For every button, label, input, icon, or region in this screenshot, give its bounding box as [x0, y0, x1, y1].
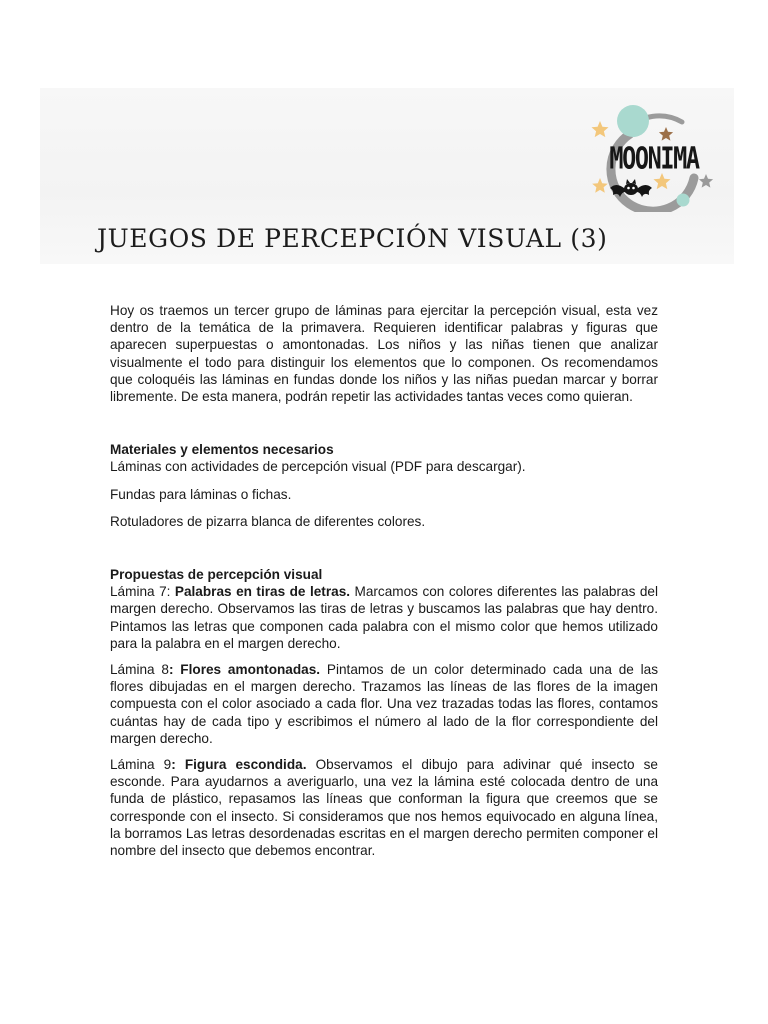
proposal-text: Observamos el dibujo para adivinar qué insecto se esconde. Para ayudarnos a averiguarlo, una vez la lámina esté colocada dentro de una funda de plástico, repasamos las líneas que conforman la figura que creemos que se corresponde con el insecto. Si consideramos que nos hemos equivocado en alguna línea, la borramos Las letras desordenadas escritas en el margen derecho permiten componer el nombre del insecto que debemos encontrar.	[110, 757, 658, 859]
teal-moon	[617, 105, 649, 137]
page-title: JUEGOS DE PERCEPCIÓN VISUAL (3)	[97, 224, 608, 253]
proposal-text: Pintamos de un color determinado cada una de las flores dibujadas en el margen derecho. Trazamos las líneas de las flores de la imagen compuesta con el color asociado a cada flor. Una vez trazadas todas las flores, contamos cuántas hay de cada tipo y escribimos el número al lado de la flor correspondiente del margen derecho.	[110, 662, 659, 746]
proposal-prefix: Lámina 7:	[110, 584, 175, 600]
material-item: Fundas para láminas o fichas.	[110, 486, 292, 502]
teal-dot	[677, 194, 690, 207]
material-item: Láminas con actividades de percepción visual (PDF para descargar).	[110, 459, 526, 475]
materials-heading: Materiales y elementos necesarios	[110, 442, 334, 458]
moonima-logo	[586, 100, 720, 212]
proposal-lamina-9	[110, 756, 658, 859]
star-grey	[699, 174, 713, 188]
logo-wordmark: MOONIMA	[609, 141, 699, 176]
star-brown	[659, 127, 673, 141]
star-yellow-1	[592, 121, 609, 137]
star-yellow-2	[592, 178, 608, 193]
proposals-heading: Propuestas de percepción visual	[110, 567, 323, 583]
article-body	[110, 302, 658, 868]
proposal-title: Palabras en tiras de letras.	[174, 584, 351, 600]
proposal-title: : Figura escondida.	[171, 757, 307, 773]
proposal-lamina-8	[110, 661, 658, 747]
proposal-prefix: Lámina 8	[110, 662, 169, 678]
proposal-prefix: Lámina 9	[110, 757, 172, 773]
proposal-title: : Flores amontonadas.	[168, 662, 321, 678]
proposal-text: Marcamos con colores diferentes las palabras del margen derecho. Observamos las tiras de letras y buscamos las palabras que hay dentro. Pintamos las letras que componen cada palabra con el mismo color que hemos utilizado para la palabra en el margen derecho.	[110, 584, 658, 651]
intro-paragraph: Hoy os traemos un tercer grupo de láminas para ejercitar la percepción visual, esta vez dentro de la temática de la primavera. Requieren identificar palabras y figuras que aparecen superpuestas o amontonadas. Los niños y las niñas tienen que analizar visualmente el todo para distinguir los elementos que lo componen. Os recomendamos que coloquéis las láminas en fundas donde los niños y las niñas puedan marcar y borrar libremente. De esta manera, podrán repetir las actividades tantas veces como quieran.	[110, 303, 658, 405]
material-item: Rotuladores de pizarra blanca de diferentes colores.	[110, 513, 426, 529]
proposal-lamina-7	[110, 583, 658, 652]
